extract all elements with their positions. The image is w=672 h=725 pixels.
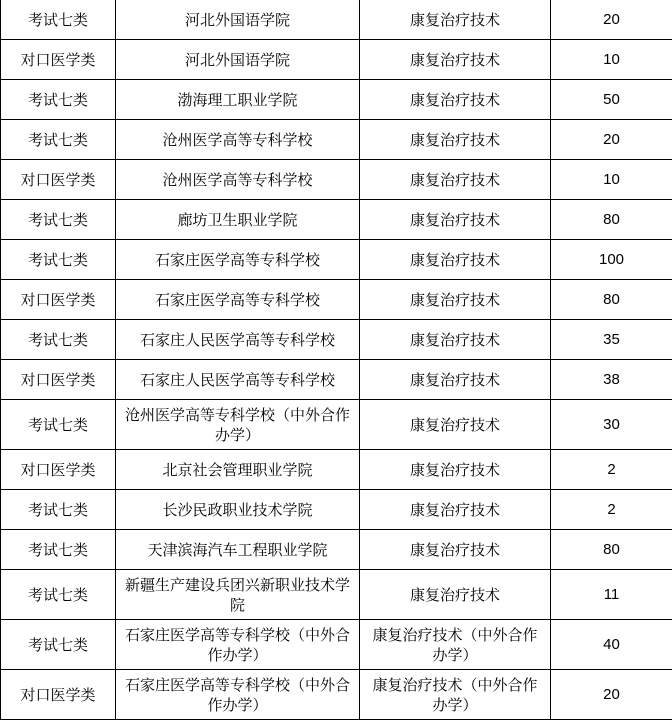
major-cell: 康复治疗技术 [360, 120, 551, 160]
major-cell: 康复治疗技术 [360, 400, 551, 450]
major-cell: 康复治疗技术 [360, 360, 551, 400]
major-cell: 康复治疗技术 [360, 530, 551, 570]
count-cell: 80 [551, 200, 672, 240]
count-cell: 50 [551, 80, 672, 120]
school-cell: 石家庄人民医学高等专科学校 [116, 320, 360, 360]
table-row [1, 620, 672, 670]
category-cell: 对口医学类 [1, 280, 116, 320]
count-cell: 38 [551, 360, 672, 400]
category-cell: 考试七类 [1, 320, 116, 360]
table-row [1, 120, 672, 160]
count-cell: 11 [551, 570, 672, 620]
category-cell: 对口医学类 [1, 160, 116, 200]
category-cell: 考试七类 [1, 200, 116, 240]
school-cell: 石家庄医学高等专科学校 [116, 280, 360, 320]
count-cell: 2 [551, 450, 672, 490]
major-cell: 康复治疗技术 [360, 450, 551, 490]
major-cell: 康复治疗技术 [360, 40, 551, 80]
major-cell: 康复治疗技术 [360, 200, 551, 240]
school-cell: 沧州医学高等专科学校 [116, 160, 360, 200]
school-cell: 石家庄医学高等专科学校 [116, 240, 360, 280]
school-cell: 廊坊卫生职业学院 [116, 200, 360, 240]
count-cell: 30 [551, 400, 672, 450]
school-cell: 长沙民政职业技术学院 [116, 490, 360, 530]
table-row [1, 240, 672, 280]
category-cell: 考试七类 [1, 80, 116, 120]
category-cell: 对口医学类 [1, 670, 116, 720]
table-row [1, 40, 672, 80]
major-cell: 康复治疗技术 [360, 490, 551, 530]
major-cell: 康复治疗技术 [360, 280, 551, 320]
school-cell: 沧州医学高等专科学校 [116, 120, 360, 160]
school-cell: 北京社会管理职业学院 [116, 450, 360, 490]
table-row [1, 200, 672, 240]
table-row [1, 80, 672, 120]
school-cell: 天津滨海汽车工程职业学院 [116, 530, 360, 570]
school-cell: 石家庄人民医学高等专科学校 [116, 360, 360, 400]
school-cell: 新疆生产建设兵团兴新职业技术学院 [116, 570, 360, 620]
category-cell: 考试七类 [1, 0, 116, 40]
table-row [1, 450, 672, 490]
major-cell: 康复治疗技术 [360, 80, 551, 120]
category-cell: 考试七类 [1, 120, 116, 160]
table-row [1, 0, 672, 40]
category-cell: 考试七类 [1, 240, 116, 280]
major-cell: 康复治疗技术 [360, 240, 551, 280]
count-cell: 40 [551, 620, 672, 670]
count-cell: 10 [551, 40, 672, 80]
major-cell: 康复治疗技术 [360, 570, 551, 620]
count-cell: 20 [551, 670, 672, 720]
category-cell: 对口医学类 [1, 360, 116, 400]
category-cell: 考试七类 [1, 490, 116, 530]
count-cell: 100 [551, 240, 672, 280]
school-cell: 石家庄医学高等专科学校（中外合作办学） [116, 670, 360, 720]
count-cell: 2 [551, 490, 672, 530]
school-cell: 沧州医学高等专科学校（中外合作办学） [116, 400, 360, 450]
count-cell: 10 [551, 160, 672, 200]
category-cell: 对口医学类 [1, 450, 116, 490]
count-cell: 35 [551, 320, 672, 360]
school-cell: 河北外国语学院 [116, 40, 360, 80]
major-cell: 康复治疗技术（中外合作办学） [360, 670, 551, 720]
category-cell: 考试七类 [1, 620, 116, 670]
table-row [1, 490, 672, 530]
table-row [1, 320, 672, 360]
count-cell: 20 [551, 120, 672, 160]
table-row [1, 160, 672, 200]
table-row [1, 570, 672, 620]
school-cell: 河北外国语学院 [116, 0, 360, 40]
category-cell: 对口医学类 [1, 40, 116, 80]
table-row [1, 360, 672, 400]
table-row [1, 280, 672, 320]
count-cell: 80 [551, 280, 672, 320]
category-cell: 考试七类 [1, 530, 116, 570]
major-cell: 康复治疗技术 [360, 320, 551, 360]
category-cell: 考试七类 [1, 570, 116, 620]
major-cell: 康复治疗技术 [360, 0, 551, 40]
table-row [1, 670, 672, 720]
school-cell: 石家庄医学高等专科学校（中外合作办学） [116, 620, 360, 670]
count-cell: 80 [551, 530, 672, 570]
school-cell: 渤海理工职业学院 [116, 80, 360, 120]
count-cell: 20 [551, 0, 672, 40]
category-cell: 考试七类 [1, 400, 116, 450]
table-row [1, 400, 672, 450]
major-cell: 康复治疗技术（中外合作办学） [360, 620, 551, 670]
table-row [1, 530, 672, 570]
major-cell: 康复治疗技术 [360, 160, 551, 200]
